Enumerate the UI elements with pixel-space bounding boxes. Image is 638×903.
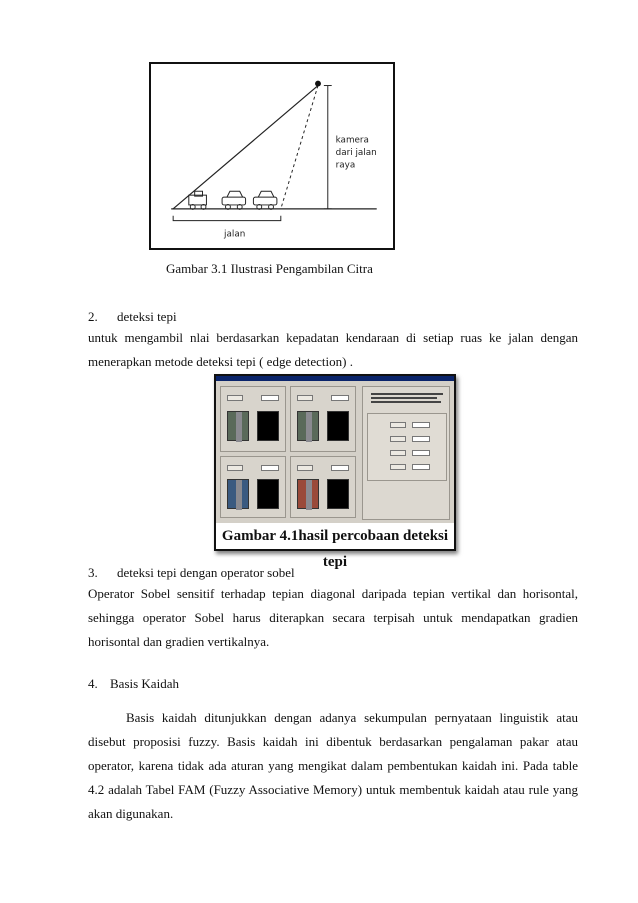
camera-icon xyxy=(315,81,321,87)
road-image xyxy=(227,479,249,509)
camera-label-line-3: raya xyxy=(335,160,356,171)
car-icon xyxy=(253,191,276,209)
lane-panel xyxy=(290,456,356,518)
road-bracket xyxy=(173,216,281,221)
load-button xyxy=(227,395,243,401)
value-field xyxy=(331,395,349,401)
road-image xyxy=(297,411,319,441)
section3-body: Operator Sobel sensitif terhadap tepian diagonal daripada tepian vertikal dan horisontal, sehingga operator Sobel harus diterapkan secara terpisah untuk mendapatkan gradien horisontal dan gradien vertikalnya. xyxy=(88,586,578,649)
load-button xyxy=(227,465,243,471)
section4-number: 4. xyxy=(88,676,98,691)
section4-title: Basis Kaidah xyxy=(110,676,179,691)
road-image xyxy=(227,411,249,441)
section2-title: deteksi tepi xyxy=(117,309,177,324)
result-field xyxy=(412,436,430,442)
camera-label-line-1: kamera xyxy=(335,135,369,146)
calc-button xyxy=(390,450,406,456)
load-button xyxy=(297,465,313,471)
results-group xyxy=(367,413,447,481)
result-field xyxy=(412,450,430,456)
load-button xyxy=(297,395,313,401)
result-field xyxy=(412,464,430,470)
section2-number: 2. xyxy=(88,309,98,324)
value-field xyxy=(261,465,279,471)
calc-button xyxy=(390,464,406,470)
lane-panel xyxy=(220,386,286,452)
edge-image xyxy=(327,411,349,441)
figure1-caption: Gambar 3.1 Ilustrasi Pengambilan Citra xyxy=(166,261,373,276)
car-icon xyxy=(222,191,245,209)
camera-illustration-drawing xyxy=(151,64,393,248)
sight-line xyxy=(173,86,318,209)
window-title-bar xyxy=(216,376,454,381)
figure-camera-illustration xyxy=(149,62,395,250)
value-field xyxy=(261,395,279,401)
section3-title: deteksi tepi dengan operator sobel xyxy=(117,565,295,580)
value-field xyxy=(331,465,349,471)
results-panel xyxy=(362,386,450,520)
result-field xyxy=(412,422,430,428)
camera-label-line-2: dari jalan xyxy=(335,148,377,159)
section2-body: untuk mengambil nlai berdasarkan kepadatan kendaraan di setiap ruas ke jalan dengan menerapkan metode deteksi tepi ( edge detection) . xyxy=(88,330,578,369)
figure2-caption: Gambar 4.1hasil percobaan deteksi tepi xyxy=(216,523,454,549)
section3-number: 3. xyxy=(88,565,98,580)
road-image xyxy=(297,479,319,509)
road-label: jalan xyxy=(224,229,246,240)
section4-body: Basis kaidah ditunjukkan dengan adanya sekumpulan pernyataan linguistik atau disebut proposisi fuzzy. Basis kaidah ini dibentuk berdasarkan pengalaman pakar atau operator, karena tidak ada aturan yang mengikat dalam pembentukan kaidah ini. Pada table 4.2 adalah Tabel FAM (Fuzzy Associative Memory) untuk membentuk kaidah atau rule yang akan digunakan. xyxy=(88,710,578,821)
dashed-sight-line xyxy=(281,86,318,209)
lane-panel xyxy=(290,386,356,452)
lane-panel xyxy=(220,456,286,518)
calc-button xyxy=(390,436,406,442)
edge-image xyxy=(257,479,279,509)
edge-image xyxy=(257,411,279,441)
edge-image xyxy=(327,479,349,509)
figure-edge-detection-screenshot xyxy=(214,374,456,570)
calc-button xyxy=(390,422,406,428)
